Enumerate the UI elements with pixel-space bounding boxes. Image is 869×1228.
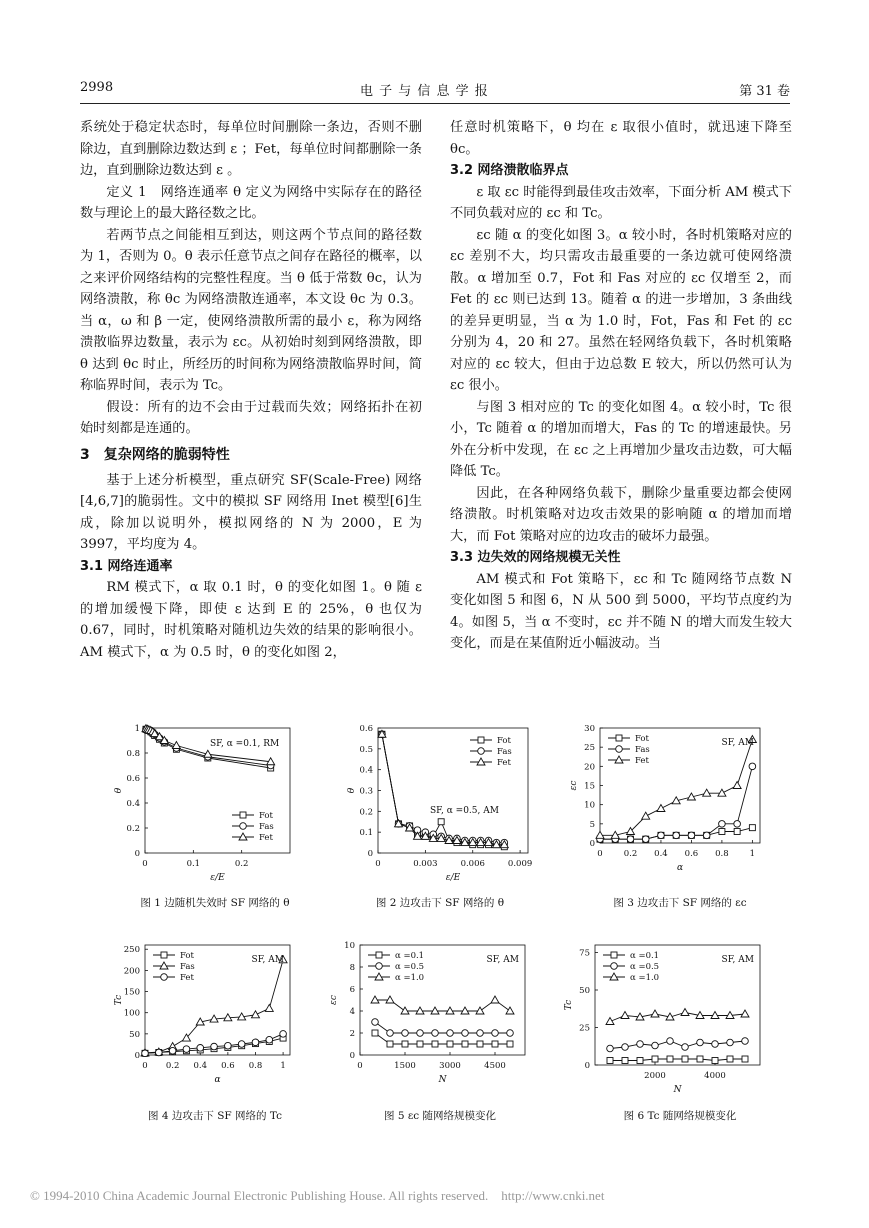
legend-label: Fas	[635, 745, 650, 755]
data-point	[417, 1030, 424, 1037]
chart-annotation: SF, α =0.5, AM	[430, 806, 499, 816]
x-tick-label: 1	[280, 1061, 286, 1071]
chart-annotation: SF, AM	[721, 738, 754, 748]
x-tick-label: 0.003	[413, 859, 438, 869]
data-point	[507, 1030, 514, 1037]
y-tick-label: 25	[584, 743, 595, 754]
figure-1-chart	[100, 718, 315, 893]
y-tick-label: 0.2	[359, 807, 373, 818]
figure-1-caption: 图 1 边随机失效时 SF 网络的 θ	[140, 897, 290, 909]
x-tick-label: 0.2	[165, 1061, 180, 1071]
y-tick-label: 8	[349, 963, 355, 973]
data-point	[622, 1044, 629, 1051]
y-tick-label: 0.5	[359, 744, 373, 755]
data-point	[266, 1036, 273, 1043]
y-tick-label: 0	[349, 1051, 355, 1061]
data-point	[447, 1041, 453, 1047]
y-tick-label: 0.8	[126, 749, 140, 759]
section-heading: 3.3 边失效的网络规模无关性	[450, 550, 621, 565]
legend-marker	[240, 823, 247, 830]
x-axis-label: N	[438, 1075, 447, 1085]
y-tick-label: 0	[589, 839, 595, 849]
y-tick-label: 2	[349, 1029, 355, 1039]
x-axis-label: α	[676, 863, 684, 873]
y-axis-label: Tc	[564, 999, 574, 1011]
data-point	[432, 1041, 438, 1047]
x-tick-label: 0.4	[193, 1061, 208, 1071]
paragraph: 定义 1 网络连通率 θ 定义为网络中实际存在的路径数与理论上的最大路径数之比。	[80, 184, 422, 221]
data-point	[727, 1056, 733, 1062]
figure-6-chart	[555, 935, 770, 1110]
data-point	[667, 1038, 674, 1045]
data-point	[651, 1010, 659, 1017]
data-point	[697, 1056, 703, 1062]
legend-label: Fot	[497, 736, 511, 746]
data-point	[637, 1041, 644, 1048]
data-point	[477, 1041, 483, 1047]
series-line--0-1	[375, 1033, 510, 1044]
figure-4-caption: 图 4 边攻击下 SF 网络的 Tc	[148, 1110, 282, 1122]
data-point	[197, 1045, 204, 1052]
x-tick-label: 0.6	[221, 1061, 235, 1071]
legend-marker	[376, 952, 382, 958]
data-point	[491, 996, 499, 1003]
legend-label: α =0.1	[630, 951, 660, 961]
figure-2-caption: 图 2 边攻击下 SF 网络的 θ	[375, 897, 505, 909]
x-axis-label: ε/E	[210, 873, 225, 883]
y-tick-label: 100	[123, 1008, 140, 1019]
figure-5-chart	[320, 935, 535, 1110]
paragraph: 假设：所有的边不会由于过载而失效；网络拓扑在初始时刻都是连通的。	[80, 399, 422, 436]
section-heading: 3.2 网络溃散临界点	[450, 163, 569, 178]
x-tick-label: 0	[597, 849, 603, 859]
data-point	[703, 789, 711, 796]
x-tick-label: 0.6	[684, 849, 699, 859]
y-tick-label: 10	[344, 941, 355, 951]
x-tick-label: 1	[749, 849, 756, 859]
y-tick-label: 10	[584, 800, 595, 811]
legend-label: α =1.0	[630, 973, 660, 983]
legend-marker	[611, 952, 617, 958]
section-heading: 3 复杂网络的脆弱特性	[80, 446, 230, 463]
left-text-column	[80, 117, 422, 663]
x-tick-label: 2000	[644, 1071, 666, 1081]
y-tick-label: 25	[579, 1023, 590, 1034]
legend-label: Fas	[180, 962, 195, 972]
legend-label: α =0.5	[630, 962, 660, 972]
paragraph: RM 模式下，α 取 0.1 时，θ 的变化如图 1。θ 随 ε 的增加缓慢下降，即使 ε 达到 E 的 25%，θ 也仅为 0.67，同时，时机策略对随机边失效的结果的影响很小。AM 模式下，α 为 0.5 时，θ 的变化如图 2，	[80, 580, 422, 660]
legend-marker	[477, 758, 485, 765]
legend-label: α =1.0	[395, 973, 425, 983]
legend-marker	[160, 962, 168, 969]
paragraph: 任意时机策略下，θ 均在 ε 取很小值时，就迅速下降至 θc。	[450, 120, 792, 157]
data-point	[749, 825, 755, 831]
legend-marker	[161, 974, 168, 981]
data-point	[506, 1007, 514, 1014]
legend-marker	[375, 973, 383, 980]
data-point	[742, 1038, 749, 1045]
data-point	[507, 1041, 513, 1047]
x-tick-label: 0.006	[460, 859, 485, 869]
y-axis-label: θ	[114, 787, 124, 794]
y-tick-label: 4	[349, 1007, 355, 1017]
y-axis-label: θ	[347, 787, 357, 794]
fig1-svg	[100, 718, 315, 893]
copyright-footer: © 1994-2010 China Academic Journal Electronic Publishing House. All rights reserved. http://www.cnki.net	[30, 1188, 605, 1203]
x-tick-label: 0.8	[248, 1061, 263, 1071]
data-point	[697, 1039, 704, 1046]
legend-marker	[478, 748, 485, 755]
data-point	[637, 1058, 643, 1064]
legend-label: Fas	[259, 822, 274, 832]
data-point	[657, 805, 665, 812]
y-tick-label: 5	[589, 819, 595, 830]
y-axis-label: εc	[329, 995, 339, 1005]
figure-3-chart	[560, 718, 775, 893]
y-tick-label: 50	[579, 986, 590, 996]
y-tick-label: 0	[367, 849, 373, 859]
chart-annotation: SF, AM	[486, 955, 519, 965]
y-tick-label: 0.4	[126, 799, 140, 809]
data-point	[432, 1030, 439, 1037]
data-point	[682, 1044, 689, 1051]
data-point	[711, 1012, 719, 1019]
legend-label: Fas	[497, 747, 512, 757]
y-tick-label: 0.6	[359, 724, 373, 734]
figure-3-caption: 图 3 边攻击下 SF 网络的 εc	[613, 897, 747, 909]
y-tick-label: 30	[584, 724, 595, 734]
y-tick-label: 75	[579, 948, 590, 959]
paragraph: 若两节点之间能相互到达，则这两个节点间的路径数为 1，否则为 0。θ 表示任意节点之间存在路径的概率，以之来评价网络结构的完整性程度。当 θ 低于常数 θc，认为网络溃散，称 θc 为网络溃散连通率，本文设 θc 为 0.3。当 α，ω 和 β 一定，使网络溃散所需的最小 ε，称为网络溃散临界边数量，表示为 εc。从初始时刻到网络溃散，即 θ 达到 θc 时止，所经历的时间称为网络溃散临界时间，简称临界时间，表示为 Tc。	[80, 227, 422, 393]
paragraph: εc 随 α 的变化如图 3。α 较小时，各时机策略对应的 εc 差别不大，均只需攻击最重要的一条边就可使网络溃散。α 增加至 0.7，Fot 和 Fas 对应的 εc 仅增至 2，而 Fet 的 εc 则已达到 13。随着 α 的进一步增加，3 条曲线的差异更明显，当 α 为 1.0 时，Fot，Fas 和 Fet 的 εc 分别为 4，20 和 27。虽然在轻网络负载下，各时机策略对应的 εc 较大，但由于边总数 E 较大，所以仍然可认为 εc 很小。	[450, 227, 792, 393]
data-point	[371, 996, 379, 1003]
data-point	[642, 836, 649, 843]
data-point	[621, 1012, 629, 1019]
data-point	[492, 1041, 498, 1047]
legend-marker	[478, 737, 484, 743]
data-point	[476, 1007, 484, 1014]
data-point	[596, 831, 604, 838]
data-point	[142, 1050, 149, 1057]
y-axis-label: εc	[569, 780, 579, 791]
series-line--1-0	[610, 1013, 745, 1022]
legend-marker	[239, 833, 247, 840]
x-tick-label: 0	[142, 1061, 148, 1071]
paragraph: AM 模式和 Fot 策略下，εc 和 Tc 随网络节点数 N 变化如图 5 和图 6，N 从 500 到 5000，平均节点度约为 4。如图 5，当 α 不变时，εc 并不随 N 的增大而发生较大变化，而是在某值附近小幅波动。当	[450, 571, 792, 651]
legend-marker	[616, 746, 623, 753]
data-point	[417, 1041, 423, 1047]
data-point	[252, 1039, 259, 1046]
volume-label: 第 31 卷	[739, 84, 790, 99]
data-point	[225, 1042, 232, 1049]
data-point	[280, 1031, 287, 1038]
x-tick-label: 0.1	[186, 859, 201, 869]
data-point	[265, 1004, 273, 1011]
legend-marker	[611, 963, 618, 970]
figure-4-chart	[100, 935, 315, 1110]
x-tick-label: 0.4	[654, 849, 668, 859]
y-tick-label: 0.4	[359, 765, 373, 776]
legend-marker	[161, 952, 167, 958]
x-tick-label: 1500	[394, 1061, 416, 1071]
legend-label: Fet	[497, 758, 511, 768]
fig4-svg	[100, 935, 315, 1110]
series-line--1-0	[375, 1000, 510, 1011]
paragraph: 因此，在各种网络负载下，删除少量重要边都会使网络溃散。时机策略对边攻击效果的影响随 α 的增加而增大，而 Fot 策略对应的边攻击的破坏力最强。	[450, 485, 792, 544]
legend-label: Fot	[180, 951, 194, 961]
y-tick-label: 15	[584, 781, 595, 792]
x-tick-label: 0	[142, 859, 148, 869]
y-tick-label: 0.3	[359, 786, 373, 797]
data-point	[667, 1056, 673, 1062]
data-point	[431, 1007, 439, 1014]
figure-5-caption: 图 5 εc 随网络规模变化	[383, 1110, 496, 1122]
data-point	[733, 782, 741, 789]
data-point	[658, 832, 665, 839]
fig5-svg	[320, 935, 535, 1110]
legend-marker	[240, 812, 246, 818]
paragraph: 系统处于稳定状态时，每单位时间删除一条边，否则不删除边，直到删除边数达到 ε ；Fet，每单位时间都删除一条边，直到删除边数达到 ε 。	[80, 120, 422, 178]
fig3-svg	[560, 718, 775, 893]
page-number: 2998	[80, 80, 114, 95]
data-point	[172, 742, 180, 749]
data-point	[719, 829, 725, 835]
y-tick-label: 50	[129, 1029, 140, 1040]
y-tick-label: 0	[134, 1051, 140, 1061]
y-tick-label: 0.1	[359, 828, 373, 839]
data-point	[741, 1010, 749, 1017]
legend-label: α =0.1	[395, 951, 425, 961]
paragraph: 与图 3 相对应的 Tc 的变化如图 4。α 较小时，Tc 很小，Tc 随着 α 的增加而增大，Fas 的 Tc 的增速最快。另外在分析中发现，在 εc 之上再增加少量攻击边数，可大幅降低 Tc。	[450, 399, 792, 479]
x-axis-label: N	[673, 1085, 682, 1095]
series-line--0-5	[610, 1041, 745, 1049]
data-point	[156, 1049, 163, 1056]
fig2-svg	[338, 718, 553, 893]
data-point	[462, 1041, 468, 1047]
data-point	[673, 832, 680, 839]
y-tick-label: 0	[584, 1061, 590, 1071]
data-point	[742, 1056, 748, 1062]
data-point	[607, 1045, 614, 1052]
fig6-svg	[555, 935, 770, 1110]
data-point	[652, 1042, 659, 1049]
x-tick-label: 0.2	[234, 859, 249, 869]
y-tick-label: 6	[349, 985, 355, 995]
data-point	[447, 1030, 454, 1037]
data-point	[492, 1030, 499, 1037]
x-tick-label: 0.2	[623, 849, 638, 859]
data-point	[719, 821, 726, 828]
section-heading: 3.1 网络连通率	[80, 558, 173, 574]
figure-6-caption: 图 6 Tc 随网络规模变化	[623, 1110, 737, 1122]
header-rule	[80, 103, 790, 104]
x-tick-label: 0.8	[715, 849, 729, 859]
y-tick-label: 0.6	[126, 774, 140, 784]
legend-label: Fot	[259, 811, 273, 821]
data-point	[251, 1011, 259, 1018]
data-point	[461, 1007, 469, 1014]
x-tick-label: 4000	[704, 1071, 726, 1081]
data-point	[712, 1058, 718, 1064]
legend-label: Fot	[635, 734, 649, 744]
data-point	[169, 1047, 176, 1054]
data-point	[703, 832, 710, 839]
data-point	[627, 836, 634, 843]
data-point	[183, 1046, 190, 1053]
chart-annotation: SF, α =0.1, RM	[210, 739, 280, 749]
data-point	[734, 829, 740, 835]
paragraph: 基于上述分析模型，重点研究 SF(Scale-Free) 网络[4,6,7]的脆弱性。文中的模拟 SF 网络用 Inet 模型[6]生成，除加以说明外，模拟网络的 N 为 2000，E 为 3997，平均度为 4。	[80, 472, 422, 552]
y-tick-label: 1	[134, 724, 140, 734]
data-point	[607, 1058, 613, 1064]
series-line--0-1	[610, 1059, 745, 1061]
y-axis-label: Tc	[114, 994, 124, 1006]
data-point	[386, 996, 394, 1003]
data-point	[682, 1056, 688, 1062]
y-tick-label: 150	[123, 987, 140, 998]
data-point	[727, 1039, 734, 1046]
legend-marker	[376, 963, 383, 970]
data-point	[642, 812, 650, 819]
data-point	[622, 1058, 628, 1064]
x-tick-label: 4500	[484, 1061, 506, 1071]
x-axis-label: ε/E	[445, 873, 461, 883]
data-point	[402, 1030, 409, 1037]
paragraph: ε 取 εc 时能得到最佳攻击效率，下面分析 AM 模式下不同负载对应的 εc 和 Tc。	[450, 184, 792, 221]
legend-label: Fet	[259, 833, 273, 843]
y-tick-label: 20	[584, 762, 595, 773]
data-point	[402, 1041, 408, 1047]
right-text-column	[450, 117, 792, 655]
data-point	[238, 1041, 245, 1048]
data-point	[712, 1041, 719, 1048]
series-line--0-5	[375, 1022, 510, 1033]
data-point	[477, 1030, 484, 1037]
legend-marker	[616, 735, 622, 741]
data-point	[718, 789, 726, 796]
y-tick-label: 250	[123, 945, 140, 956]
series-line-fet	[600, 740, 752, 836]
data-point	[372, 1030, 378, 1036]
data-point	[462, 1030, 469, 1037]
x-tick-label: 0.009	[507, 859, 533, 869]
data-point	[681, 1009, 689, 1016]
figure-2-chart	[338, 718, 553, 893]
legend-label: α =0.5	[395, 962, 425, 972]
data-point	[401, 1007, 409, 1014]
x-tick-label: 0	[375, 859, 381, 869]
data-point	[387, 1041, 393, 1047]
data-point	[688, 832, 695, 839]
data-point	[416, 1007, 424, 1014]
data-point	[372, 1019, 379, 1026]
chart-annotation: SF, AM	[251, 955, 284, 965]
data-point	[652, 1056, 658, 1062]
x-axis-label: α	[214, 1075, 221, 1085]
data-point	[387, 1030, 394, 1037]
y-tick-label: 0.2	[126, 824, 140, 834]
y-tick-label: 200	[123, 966, 140, 977]
legend-marker	[615, 756, 623, 763]
legend-marker	[610, 973, 618, 980]
data-point	[438, 819, 444, 825]
legend-label: Fet	[635, 756, 649, 766]
x-tick-label: 0	[357, 1061, 363, 1071]
data-point	[749, 763, 756, 770]
x-tick-label: 3000	[439, 1061, 461, 1071]
data-point	[734, 821, 741, 828]
chart-annotation: SF, AM	[721, 955, 754, 965]
journal-title: 电 子 与 信 息 学 报	[360, 84, 489, 99]
data-point	[446, 1007, 454, 1014]
legend-label: Fet	[180, 973, 194, 983]
y-tick-label: 0	[134, 849, 140, 859]
data-point	[211, 1043, 218, 1050]
data-point	[606, 1018, 614, 1025]
